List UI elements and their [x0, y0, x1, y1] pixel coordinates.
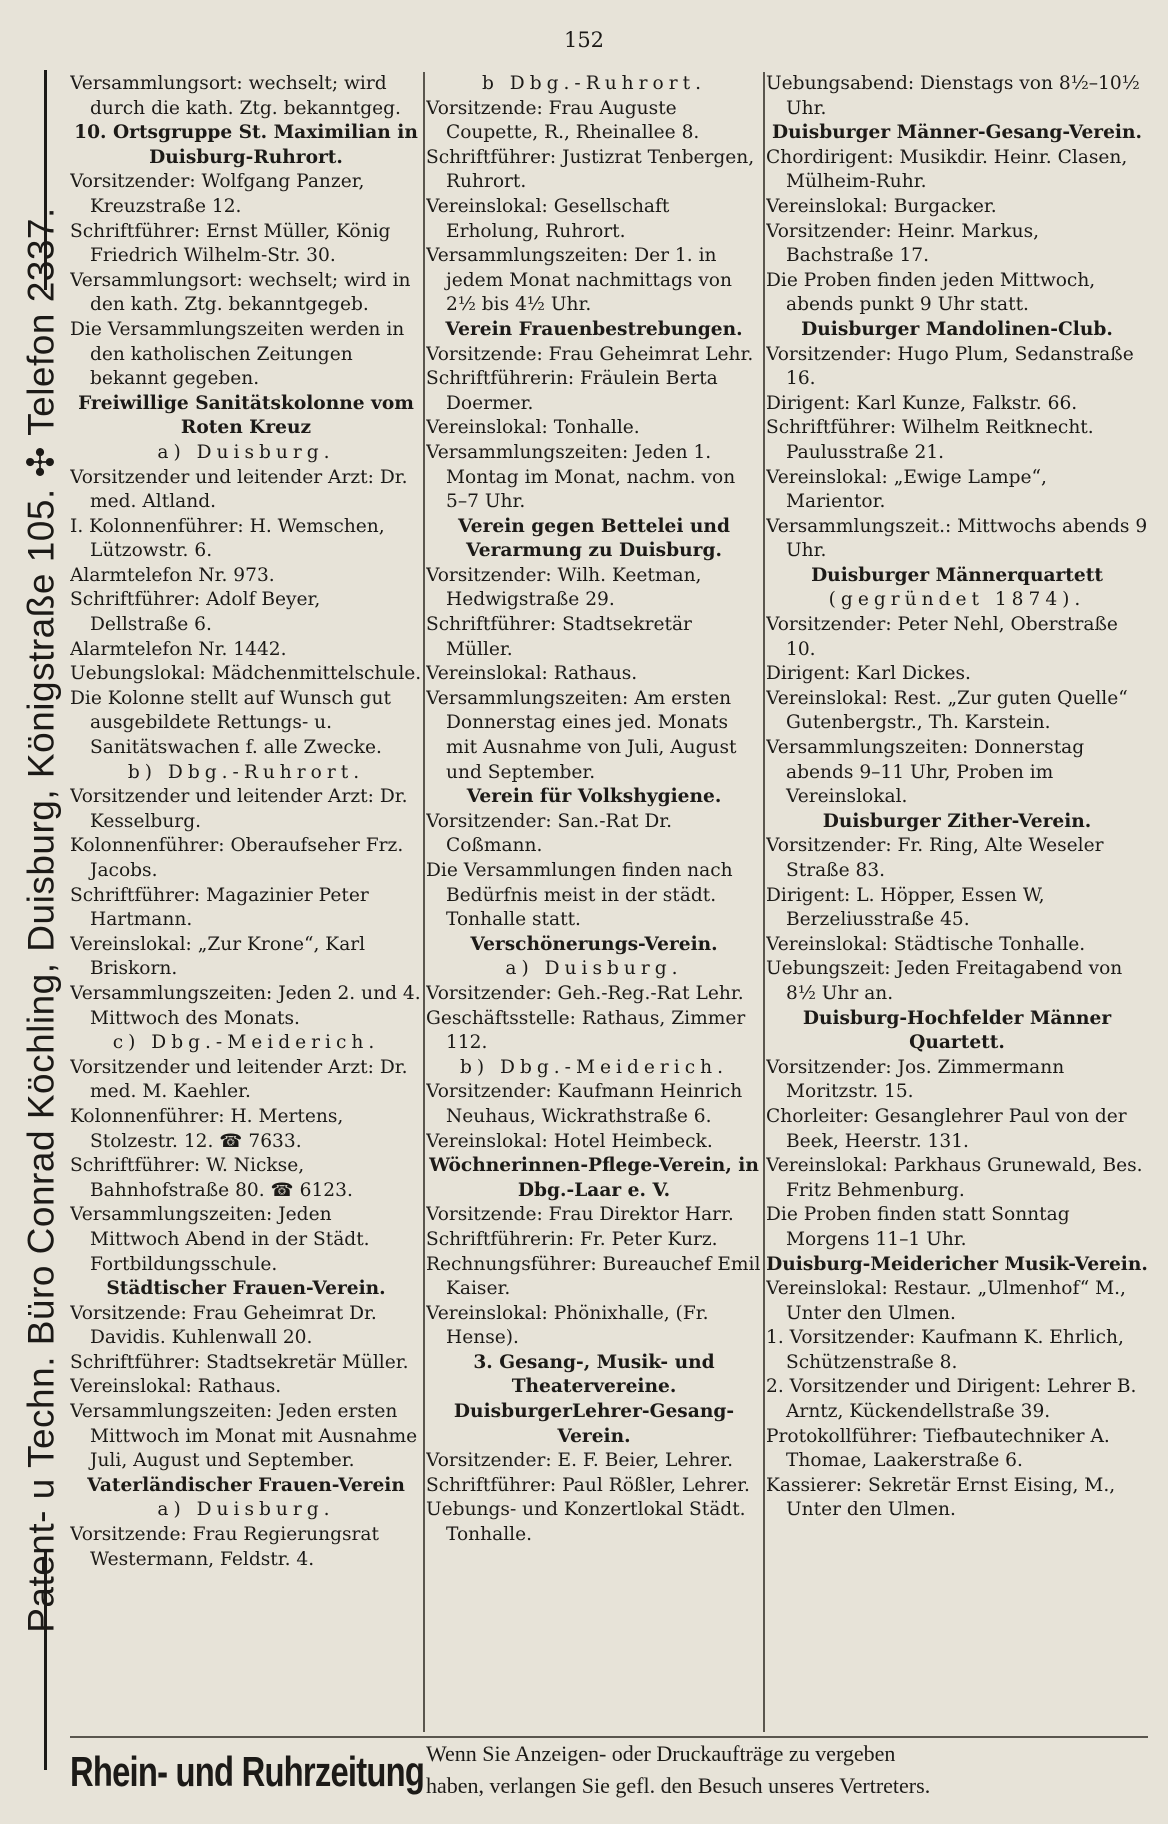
subsection-label: a) Duisburg. — [157, 441, 335, 463]
subsection-label: a) Duisburg. — [505, 958, 683, 980]
column-divider-1 — [423, 72, 425, 1732]
entry-text: Versammlungszeiten: Der 1. in jedem Monat nachmittags von 2½ bis 4½ Uhr. — [426, 245, 732, 316]
entry-text: Schriftführerin: Fräulein Berta Doermer. — [426, 368, 718, 414]
page-number: 152 — [563, 28, 605, 52]
entry-text: Schriftführer: W. Nickse, Bahnhofstraße 80. ☎ 6123. — [70, 1155, 353, 1201]
entry-text: Vereinslokal: Phönixhalle, (Fr. Hense). — [426, 1302, 709, 1349]
subsection-label: (gegründet 1874). — [828, 589, 1086, 611]
entry-text: Schriftführer: Stadtsekretär Müller. — [70, 1351, 409, 1373]
entry-text: Vorsitzender: Peter Nehl, Oberstraße 10. — [766, 614, 1118, 660]
entry-text: Rechnungsführer: Bureauchef Emil Kaiser. — [426, 1253, 761, 1300]
entry-text: Die Versammlungen finden nach Bedürfnis meist in der städt. Tonhalle statt. — [426, 860, 733, 931]
entry-text: Vorsitzender: Kaufmann Heinrich Neuhaus, Wickrathstraße 6. — [426, 1081, 743, 1127]
entry-text: Vorsitzender: Wilh. Keetman, Hedwigstraße 29. — [426, 564, 702, 611]
section-heading: Städtischer Frauen-Verein. — [106, 1278, 386, 1300]
entry-text: Schriftführer: Paul Rößler, Lehrer. — [426, 1474, 750, 1496]
side-advertisement — [6, 70, 76, 1770]
entry-text: Schriftführer: Ernst Müller, König Friedrich Wilhelm-Str. 30. — [70, 220, 391, 267]
entry-text: Vorsitzende: Frau Geheimrat Lehr. — [426, 343, 754, 365]
entry-text: Vereinslokal: Tonhalle. — [426, 417, 640, 439]
entry-text: Versammlungszeiten: Jeden ersten Mittwoch im Monat mit Ausnahme Juli, August und September. — [70, 1401, 418, 1472]
entry-text: Versammlungszeiten: Jeden 2. und 4. Mittwoch des Monats. — [70, 982, 421, 1029]
entry-text: Vorsitzender: Fr. Ring, Alte Weseler Straße 83. — [766, 835, 1104, 881]
column-middle — [426, 72, 762, 1730]
entry-text: Vorsitzende: Frau Regierungsrat Westermann, Feldstr. 4. — [70, 1524, 379, 1570]
entry-text: Die Kolonne stellt auf Wunsch gut ausgebildete Rettungs- u. Sanitätswachen f. alle Zwecke. — [70, 687, 392, 759]
entry-text: Vereinslokal: Gesellschaft Erholung, Ruhrort. — [426, 195, 670, 242]
entry-text: Dirigent: Karl Dickes. — [766, 663, 971, 685]
entry-text: Alarmtelefon Nr. 1442. — [70, 638, 287, 660]
newspaper-masthead: Rhein- und Ruhrzeitung — [70, 1748, 425, 1795]
entry-text: Versammlungszeiten: Am ersten Donnerstag eines jed. Monats mit Ausnahme von Juli, August und September. — [426, 687, 737, 783]
section-heading: Verein Frauenbestrebungen. — [445, 318, 743, 340]
entry-text: Vorsitzende: Frau Direktor Harr. — [426, 1204, 734, 1226]
entry-text: Uebungszeit: Jeden Freitagabend von 8½ Uhr an. — [766, 958, 1123, 1004]
entry-text: Vorsitzender und leitender Arzt: Dr. med. M. Kaehler. — [70, 1056, 408, 1103]
entry-text: Kolonnenführer: H. Mertens, Stolzestr. 12. ☎ 7633. — [70, 1105, 344, 1152]
entry-text: Vereinslokal: Rest. „Zur guten Quelle“ Gutenbergstr., Th. Karstein. — [766, 687, 1128, 734]
entry-text: Vereinslokal: Städtische Tonhalle. — [766, 933, 1086, 955]
subsection-label: a) Duisburg. — [157, 1499, 335, 1521]
entry-text: Schriftführer: Justizrat Tenbergen, Ruhrort. — [426, 146, 755, 193]
entry-text: Versammlungszeiten: Jeden Mittwoch Abend in der Städt. Fortbildungsschule. — [70, 1204, 370, 1275]
entry-text: Vereinslokal: Parkhaus Grunewald, Bes. Fritz Behmenburg. — [766, 1155, 1143, 1201]
entry-text: Versammlungsort: wechselt; wird durch die kath. Ztg. bekanntgeg. — [70, 73, 401, 119]
section-heading: Duisburg-Hochfelder Männer Quartett. — [802, 1007, 1112, 1054]
entry-text: Vereinslokal: Burgacker. — [766, 195, 997, 217]
entry-text: Schriftführer: Adolf Beyer, Dellstraße 6. — [70, 589, 321, 636]
section-heading: Wöchnerinnen-Pflege-Verein, in Dbg.-Laar e. V. — [429, 1155, 759, 1201]
section-heading: Duisburger Männerquartett — [811, 564, 1103, 586]
section-heading: Duisburger Zither-Verein. — [822, 810, 1092, 832]
entry-text: Vereinslokal: „Zur Krone“, Karl Briskorn. — [70, 933, 366, 980]
entry-text: Vereinslokal: Rathaus. — [70, 1376, 282, 1398]
entry-text: Uebungslokal: Mädchenmittelschule. — [70, 663, 422, 685]
section-heading: Duisburg-Meidericher Musik-Verein. — [766, 1253, 1148, 1275]
section-heading: 3. Gesang-, Musik- und Theatervereine. — [473, 1351, 715, 1398]
entry-text: Vorsitzender: Geh.-Reg.-Rat Lehr. — [426, 982, 744, 1004]
entry-text: Dirigent: L. Höpper, Essen W, Berzeliusstraße 45. — [766, 884, 1045, 931]
entry-text: Chorleiter: Gesanglehrer Paul von der Beek, Heerstr. 131. — [766, 1105, 1127, 1152]
footer-ad-line-1: Wenn Sie Anzeigen- oder Druckaufträge zu vergeben — [426, 1741, 896, 1766]
entry-text: Schriftführer: Magazinier Peter Hartmann. — [70, 884, 369, 931]
entry-text: Vereinslokal: Restaur. „Ulmenhof“ M., Unter den Ulmen. — [766, 1278, 1126, 1324]
entry-text: Vorsitzender und leitender Arzt: Dr. Kesselburg. — [70, 786, 408, 832]
subsection-label: c) Dbg.-Meiderich. — [112, 1032, 380, 1054]
entry-text: Vorsitzende: Frau Geheimrat Dr. Davidis. Kuhlenwall 20. — [70, 1302, 377, 1349]
entry-text: Vorsitzender: E. F. Beier, Lehrer. — [426, 1450, 733, 1472]
section-heading: Verein gegen Bettelei und Verarmung zu Duisburg. — [458, 515, 730, 562]
entry-text: Die Proben finden statt Sonntag Morgens 11–1 Uhr. — [766, 1204, 1070, 1250]
section-heading: Verschönerungs-Verein. — [470, 933, 718, 955]
entry-text: Vorsitzende: Frau Auguste Coupette, R., Rheinallee 8. — [426, 97, 700, 144]
entry-text: Die Versammlungszeiten werden in den katholischen Zeitungen bekannt gegeben. — [70, 318, 405, 390]
footer-advertisement — [426, 1738, 1148, 1802]
column-left — [70, 72, 422, 1730]
section-heading: Freiwillige Sanitätskolonne vom Roten Kreuz — [78, 392, 414, 439]
entry-text: Uebungs- und Konzertlokal Städt. Tonhalle. — [426, 1499, 746, 1546]
entry-text: Vereinslokal: „Ewige Lampe“, Marientor. — [766, 466, 1047, 513]
section-heading: Vaterländischer Frauen-Verein — [87, 1474, 405, 1496]
section-heading: Duisburger Männer-Gesang-Verein. — [772, 122, 1142, 144]
entry-text: Uebungsabend: Dienstags von 8½–10½ Uhr. — [766, 73, 1140, 119]
entry-text: Vorsitzender: Jos. Zimmermann Moritzstr. 15. — [766, 1056, 1065, 1103]
subsection-label: b Dbg.-Ruhrort. — [481, 73, 707, 94]
section-heading: Duisburger Mandolinen-Club. — [801, 318, 1113, 340]
entry-text: Schriftführer: Wilhelm Reitknecht. Paulusstraße 21. — [766, 417, 1094, 463]
side-advertisement-text: Patent- u Techn. Büro Conrad Köchling, Duisburg, Königstraße 105. ✣ Telefon 2337. — [20, 207, 62, 1633]
entry-text: Vereinslokal: Rathaus. — [426, 663, 638, 685]
entry-text: I. Kolonnenführer: H. Wemschen, Lützowstr. 6. — [70, 515, 385, 562]
entry-text: Versammlungszeit.: Mittwochs abends 9 Uhr. — [766, 515, 1148, 562]
entry-text: Alarmtelefon Nr. 973. — [70, 564, 275, 586]
section-heading: 10. Ortsgruppe St. Maximilian in Duisburg-Ruhrort. — [74, 122, 418, 168]
entry-text: Geschäftsstelle: Rathaus, Zimmer 112. — [426, 1007, 746, 1054]
entry-text: Schriftführerin: Fr. Peter Kurz. — [426, 1228, 718, 1250]
entry-text: Schriftführer: Stadtsekretär Müller. — [426, 614, 692, 660]
entry-text: Vorsitzender: Wolfgang Panzer, Kreuzstraße 12. — [70, 171, 365, 217]
entry-text: Vorsitzender und leitender Arzt: Dr. med. Altland. — [70, 466, 408, 513]
subsection-label: b) Dbg.-Meiderich. — [459, 1056, 728, 1078]
entry-text: Chordirigent: Musikdir. Heinr. Clasen, Mülheim-Ruhr. — [766, 146, 1128, 193]
entry-text: Kassierer: Sekretär Ernst Eising, M., Unter den Ulmen. — [766, 1474, 1116, 1521]
entry-text: Vereinslokal: Hotel Heimbeck. — [426, 1130, 713, 1152]
entry-text: Versammlungszeiten: Jeden 1. Montag im Monat, nachm. von 5–7 Uhr. — [426, 441, 736, 513]
entry-text: Vorsitzender: Heinr. Markus, Bachstraße 17. — [766, 220, 1040, 267]
section-heading: DuisburgerLehrer-Gesang-Verein. — [453, 1401, 735, 1447]
entry-text: Kolonnenführer: Oberaufseher Frz. Jacobs. — [70, 835, 404, 881]
entry-text: Versammlungsort: wechselt; wird in den kath. Ztg. bekanntgegeb. — [70, 269, 411, 316]
entry-text: Die Proben finden jeden Mittwoch, abends punkt 9 Uhr statt. — [766, 269, 1096, 316]
entry-text: Vorsitzender: San.-Rat Dr. Coßmann. — [426, 810, 673, 857]
column-divider-2 — [763, 72, 765, 1732]
entry-text: 1. Vorsitzender: Kaufmann K. Ehrlich, Schützenstraße 8. — [766, 1327, 1124, 1373]
column-right — [766, 72, 1148, 1730]
footer-ad-line-2: haben, verlangen Sie gefl. den Besuch unseres Vertreters. — [426, 1773, 931, 1798]
entry-text: Dirigent: Karl Kunze, Falkstr. 66. — [766, 392, 1078, 414]
section-heading: Verein für Volkshygiene. — [466, 786, 722, 808]
subsection-label: b) Dbg.-Ruhrort. — [127, 761, 365, 783]
entry-text: Protokollführer: Tiefbautechniker A. Thomae, Laakerstraße 6. — [766, 1425, 1110, 1472]
entry-text: Versammlungszeiten: Donnerstag abends 9–11 Uhr, Proben im Vereinslokal. — [766, 737, 1085, 808]
entry-text: 2. Vorsitzender und Dirigent: Lehrer B. Arntz, Kückendellstraße 39. — [766, 1376, 1137, 1423]
entry-text: Vorsitzender: Hugo Plum, Sedanstraße 16. — [766, 343, 1134, 390]
